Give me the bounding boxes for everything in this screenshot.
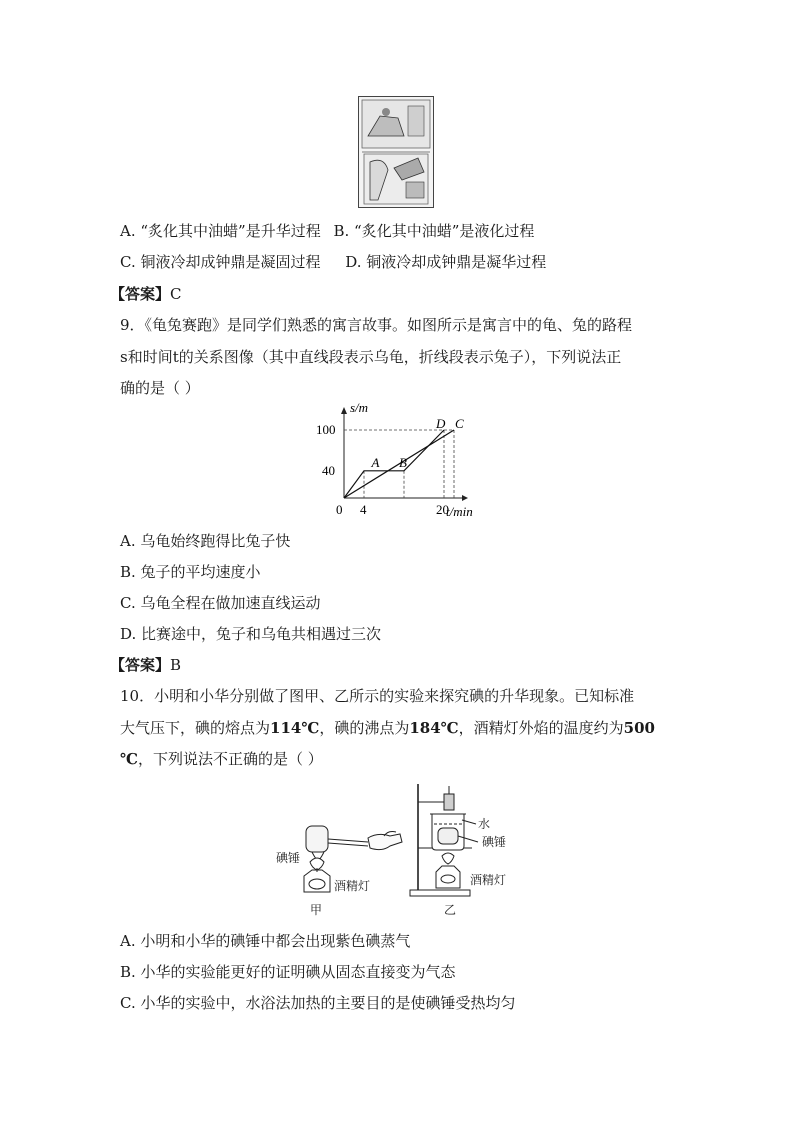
q9-option-a: A. 乌龟始终跑得比兔子快 (120, 532, 291, 550)
q10-text: ，酒精灯外焰的温度约为 (458, 719, 624, 737)
q8-answer (110, 284, 182, 304)
answer-value: B (170, 656, 182, 674)
q10-text: ，碘的沸点为 (319, 719, 410, 737)
x-axis-label: t/min (446, 504, 473, 519)
label-yi: 乙 (444, 903, 457, 917)
s-t-chart (312, 402, 488, 526)
q10-option-c: C. 小华的实验中，水浴法加热的主要目的是使碘锤受热均匀 (120, 994, 516, 1012)
q10-option-b: B. 小华的实验能更好的证明碘从固态直接变为气态 (120, 963, 456, 981)
q9-option-d: D. 比赛途中，兔子和乌龟共相遇过三次 (120, 625, 382, 643)
label-water: 水 (478, 817, 491, 831)
q8-options-row-1 (120, 221, 534, 241)
q9-option-b: B. 兔子的平均速度小 (120, 563, 261, 581)
x-axis-arrow (462, 495, 468, 501)
flame-temperature: 500 (623, 719, 655, 737)
q9-answer (110, 655, 181, 675)
x-tick-label: 4 (360, 502, 367, 517)
q8-option-c: C. 铜液冷却成钟鼎是凝固过程 (120, 253, 321, 271)
label-jia: 甲 (310, 903, 323, 917)
y-tick-label: 100 (316, 422, 336, 437)
label-lamp-jia: 酒精灯 (334, 879, 371, 893)
label-iodine-hammer-jia: 碘锤 (276, 851, 301, 865)
y-axis-label: s/m (350, 402, 369, 415)
melting-point: 114℃ (270, 719, 320, 737)
answer-tag: 【答案】 (110, 285, 171, 303)
q8-option-b: B. “炙化其中油蜡”是液化过程 (333, 222, 535, 240)
q9-option-c: C. 乌龟全程在做加速直线运动 (120, 594, 321, 612)
point-label-c: C (455, 416, 464, 431)
experiment-yi (410, 784, 478, 896)
boiling-point: 184℃ (409, 719, 459, 737)
q10-option-a: A. 小明和小华的碘锤中都会出现紫色碘蒸气 (120, 932, 411, 950)
degree-unit: ℃ (120, 750, 138, 768)
y-axis-arrow (341, 407, 347, 414)
q9-stem-line-2: s和时间t的关系图像（其中直线段表示乌龟，折线段表示兔子），下列说法正 (120, 348, 622, 366)
x-tick-label: 0 (336, 502, 343, 517)
point-label-d: D (436, 416, 446, 431)
x-tick-label: 20 (436, 502, 449, 517)
iodine-experiment-figure (272, 780, 522, 920)
label-lamp-yi: 酒精灯 (470, 873, 507, 887)
answer-value: C (170, 285, 182, 303)
answer-tag: 【答案】 (110, 656, 171, 674)
q10-stem-line-3 (120, 749, 323, 769)
ancient-illustration (358, 96, 434, 208)
q9-stem-line-3: 确的是（ ） (120, 379, 200, 397)
q10-text: 大气压下，碘的熔点为 (120, 719, 271, 737)
point-label-a: A (371, 454, 380, 470)
q8-option-a: A. “炙化其中油蜡”是升华过程 (120, 222, 321, 240)
y-tick-label: 40 (322, 462, 335, 478)
q10-text: ，下列说法不正确的是（ ） (137, 750, 323, 768)
q10-stem-line-1: 10．小明和小华分别做了图甲、乙所示的实验来探究碘的升华现象。已知标准 (120, 687, 635, 705)
point-label-b: B (399, 454, 407, 470)
q8-option-d: D. 铜液冷却成钟鼎是凝华过程 (345, 253, 547, 271)
label-iodine-hammer-yi: 碘锤 (482, 835, 507, 849)
series-line-1 (344, 430, 444, 498)
q8-options-row-2 (120, 252, 546, 272)
q10-stem-line-2 (120, 718, 655, 738)
q9-stem-line-1: 9．《龟兔赛跑》是同学们熟悉的寓言故事。如图所示是寓言中的龟、兔的路程 (120, 316, 633, 334)
